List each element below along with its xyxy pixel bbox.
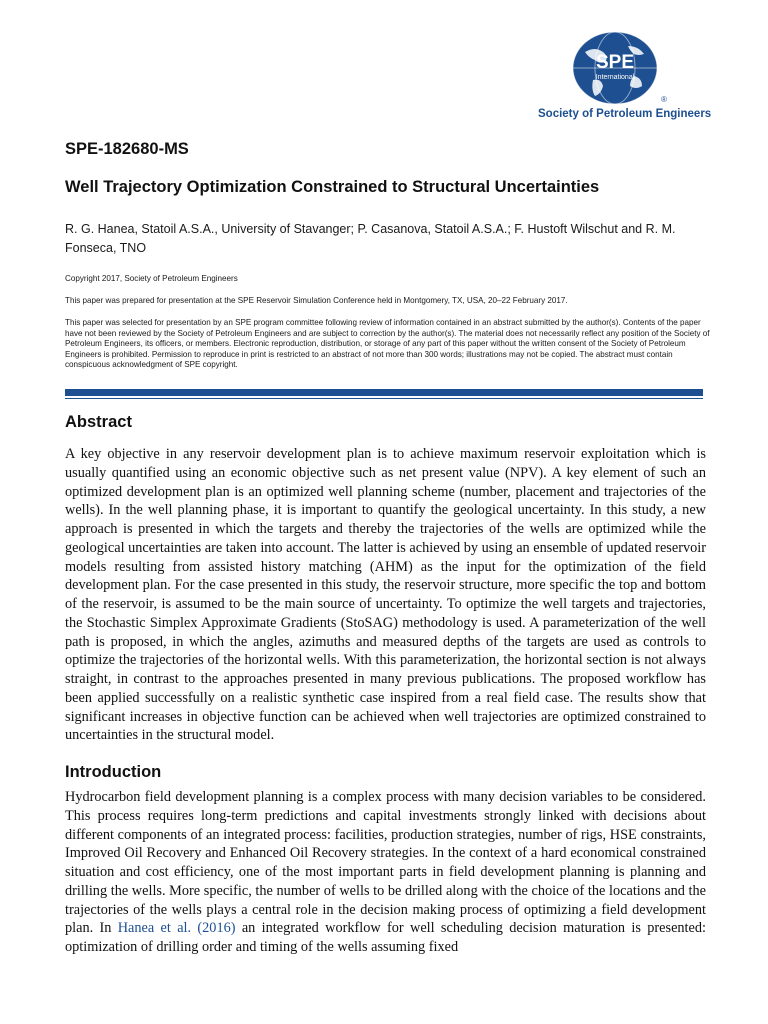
- introduction-text-part-1: Hydrocarbon field development planning is a complex process with many decision variables to be considered. This process requires long-term predictions and capital investments strongly linked with decisions about different components of an integrated process: facilities, production strategies, number of rigs, HSE constraints, Improved Oil Recovery and Enhanced Oil Recovery strategies. In the context of a hard economical constrained situation and cost efficiency, one of the most important parts in field development planning is planning and drilling the wells. More specific, the number of wells to be drilled along with the choice of the locations and the trajectories of the wells plays a central role in the decision making process of optimizing a field development plan. In: [65, 789, 706, 937]
- abstract-text: A key objective in any reservoir development plan is to achieve maximum reservoir exploitation which is usually quantified using an economic objective such as net present value (NPV). A key element of such an optimized development plan is an optimized well planning scheme (number, placement and trajectories of the wells). In the well planning phase, it is important to quantify the geological uncertainty. In this study, a new approach is presented in which the targets and thereby the trajectories of the wells are optimized while the geological uncertainties are taken into account. The latter is achieved by using an ensemble of updated reservoir models resulting from assisted history matching (AHM) as the input for the optimization of the field development plan. For the case presented in this study, the reservoir structure, more specific the top and bottom of the reservoir, is assumed to be the main source of uncertainty. To optimize the well targets and trajectories, the Stochastic Simplex Approximate Gradients (StoSAG) methodology is used. A parameterization of the well path is proposed, in which the angles, azimuths and measured depths of the targets are used as controls to optimize the trajectories of the horizontal wells. With this parameterization, the horizontal section is not always straight, in contrast to the approaches presented in many previous publications. The proposed workflow has been applied successfully on a realistic synthetic case inspired from a real field case. The results show that significant increases in objective function can be achieved when well trajectories are optimized constrained to uncertainties in the structural model.: [65, 446, 706, 744]
- disclaimer-notice: This paper was selected for presentation by an SPE program committee following review of information contained in an abstract submitted by the author(s). Contents of the paper have not been reviewed by the Society of Petroleum Engineers and are subject to correction by the author(s). The material does not necessarily reflect any position of the Society of Petroleum Engineers, its officers, or members. Electronic reproduction, distribution, or storage of any part of this paper without the written consent of the Society of Petroleum Engineers is prohibited. Permission to reproduce in print is restricted to an abstract of not more than 300 words; illustrations may not be copied. The abstract must contain conspicuous acknowledgment of SPE copyright.: [65, 318, 710, 370]
- introduction-heading: Introduction: [65, 763, 162, 781]
- registered-mark: ®: [661, 95, 667, 104]
- introduction-text-part-2: an integrated workflow for well scheduling decision maturation is presented: optimization of drilling order and timing of the wells assuming fixed: [65, 920, 706, 955]
- presentation-notice: This paper was prepared for presentation at the SPE Reservoir Simulation Conference held in Montgomery, TX, USA, 20–22 February 2017.: [65, 296, 568, 305]
- emblem-text: SPE: [595, 52, 635, 73]
- globe-emblem-icon: [558, 30, 688, 108]
- introduction-text: [65, 788, 706, 957]
- paper-title: Well Trajectory Optimization Constrained to Structural Uncertainties: [65, 178, 600, 196]
- copyright-notice: Copyright 2017, Society of Petroleum Engineers: [65, 274, 238, 283]
- citation-link[interactable]: Hanea et al. (2016): [117, 920, 236, 937]
- emblem-subtext: International: [595, 74, 635, 81]
- spe-logo: [538, 30, 712, 130]
- author-list: R. G. Hanea, Statoil A.S.A., University of Stavanger; P. Casanova, Statoil A.S.A.; F. Hustoft Wilschut and R. M. Fonseca, TNO: [65, 222, 676, 255]
- section-divider: [65, 389, 703, 396]
- abstract-heading: Abstract: [65, 413, 132, 431]
- section-divider-thin: [65, 398, 703, 399]
- logo-caption: Society of Petroleum Engineers: [538, 108, 712, 120]
- paper-id: SPE-182680-MS: [65, 140, 189, 158]
